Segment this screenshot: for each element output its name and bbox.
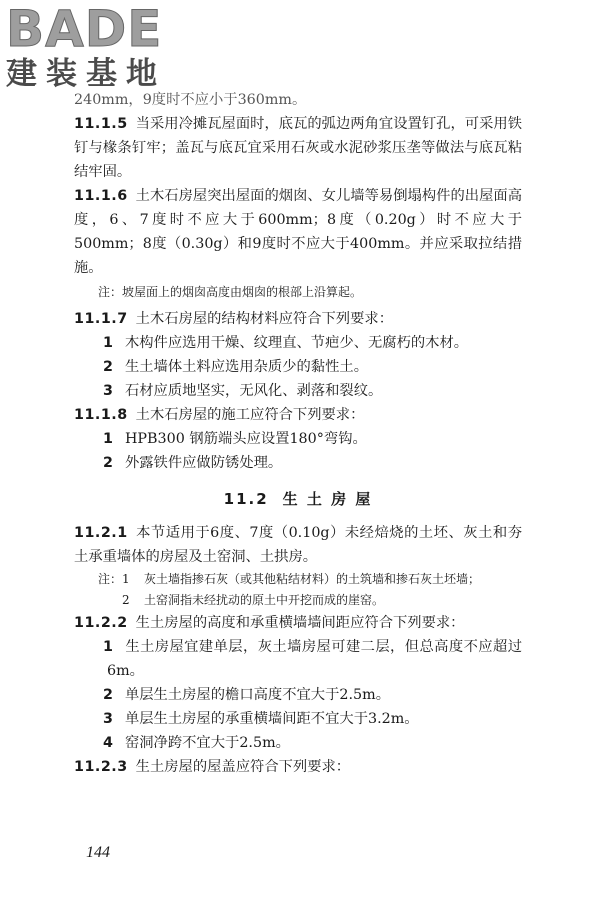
clause-text: 土木石房屋的结构材料应符合下列要求： [135, 311, 393, 327]
item-text: 生土房屋宜建单层，灰土墙房屋可建二层，但总高度不应超过6m。 [107, 639, 522, 679]
clause-11-1-7 [74, 307, 522, 331]
clause-text: 土木石房屋的施工应符合下列要求： [135, 407, 365, 423]
item-text: 木构件应选用干燥、纹理直、节疤少、无腐朽的木材。 [124, 335, 469, 351]
clause-text: 生土房屋的高度和承重横墙墙间距应符合下列要求： [135, 615, 465, 631]
clause-11-1-8 [74, 403, 522, 427]
clause-number: 11.2.3 [74, 759, 128, 775]
item-number: 1 [103, 335, 113, 351]
item-text: 石材应质地坚实，无风化、剥落和裂纹。 [124, 383, 383, 399]
clause-11-2-2 [74, 611, 522, 635]
section-title: 生 土 房 屋 [282, 490, 373, 508]
list-item [74, 451, 522, 475]
list-item [74, 355, 522, 379]
note-text: 土窑洞指未经扰动的原土中开挖而成的崖窑。 [144, 593, 385, 607]
logo-wordmark: BADE [6, 0, 163, 58]
note-number: 2 [122, 593, 130, 607]
page-number: 144 [86, 844, 110, 861]
item-text: 外露铁件应做防锈处理。 [124, 455, 283, 471]
note-11-2-1-item [74, 569, 522, 590]
clause-11-1-6 [74, 184, 522, 280]
item-text: 生土墙体土料应选用杂质少的黏性土。 [124, 359, 368, 375]
list-item [74, 683, 522, 707]
note-number: 1 [122, 572, 130, 586]
page-body [74, 88, 522, 779]
clause-text: 生土房屋的屋盖应符合下列要求： [135, 759, 351, 775]
note-label: 注： [98, 572, 123, 586]
item-text: 单层生土房屋的檐口高度不宜大于2.5m。 [124, 687, 390, 703]
item-text: 单层生土房屋的承重横墙间距不宜大于3.2m。 [124, 711, 419, 727]
item-number: 2 [103, 359, 113, 375]
clause-number: 11.1.8 [74, 407, 128, 423]
item-number: 1 [103, 639, 113, 655]
item-number: 2 [103, 687, 113, 703]
item-number: 1 [103, 431, 113, 447]
clause-number: 11.1.5 [74, 116, 128, 132]
section-heading [74, 487, 522, 511]
section-number: 11.2 [223, 490, 269, 508]
continued-line: 240mm，9度时不应小于360mm。 [74, 92, 307, 108]
clause-11-2-3 [74, 755, 522, 779]
note-text: 灰土墙指掺石灰（或其他粘结材料）的土筑墙和掺石灰土坯墙； [144, 572, 481, 586]
clause-number: 11.1.6 [74, 188, 128, 204]
clause-text: 土木石房屋突出屋面的烟囱、女儿墙等易倒塌构件的出屋面高度，6、7度时不应大于600mm；8度（0.20g）时不应大于500mm；8度（0.30g）和9度时不应大于400mm。并应采取拉结措施。 [74, 188, 522, 276]
item-number: 2 [103, 455, 113, 471]
item-number: 3 [103, 383, 113, 399]
clause-number: 11.2.2 [74, 615, 128, 631]
list-item [74, 707, 522, 731]
list-item [74, 635, 522, 683]
clause-number: 11.1.7 [74, 311, 128, 327]
clause-number: 11.2.1 [74, 525, 128, 541]
list-item [74, 731, 522, 755]
clause-11-2-1 [74, 521, 522, 569]
list-item [74, 427, 522, 451]
note-11-2-1-item [74, 590, 522, 611]
list-item [74, 379, 522, 403]
logo-subtitle: 建装基地 [6, 56, 166, 92]
list-item [74, 331, 522, 355]
item-number: 3 [103, 711, 113, 727]
clause-text: 本节适用于6度、7度（0.10g）未经焙烧的土坯、灰土和夯土承重墙体的房屋及土窑洞、土拱房。 [74, 525, 522, 565]
clause-text: 当采用冷摊瓦屋面时，底瓦的弧边两角宜设置钉孔，可采用铁钉与椽条钉牢；盖瓦与底瓦宜采用石灰或水泥砂浆压垄等做法与底瓦粘结牢固。 [74, 116, 522, 180]
item-text: HPB300 钢筋端头应设置180°弯钩。 [124, 431, 367, 447]
clause-11-1-5 [74, 112, 522, 184]
item-text: 窑洞净跨不宜大于2.5m。 [124, 735, 290, 751]
item-number: 4 [103, 735, 113, 751]
bade-logo [6, 0, 176, 94]
note-11-1-6: 注：坡屋面上的烟囱高度由烟囱的根部上沿算起。 [98, 285, 363, 299]
